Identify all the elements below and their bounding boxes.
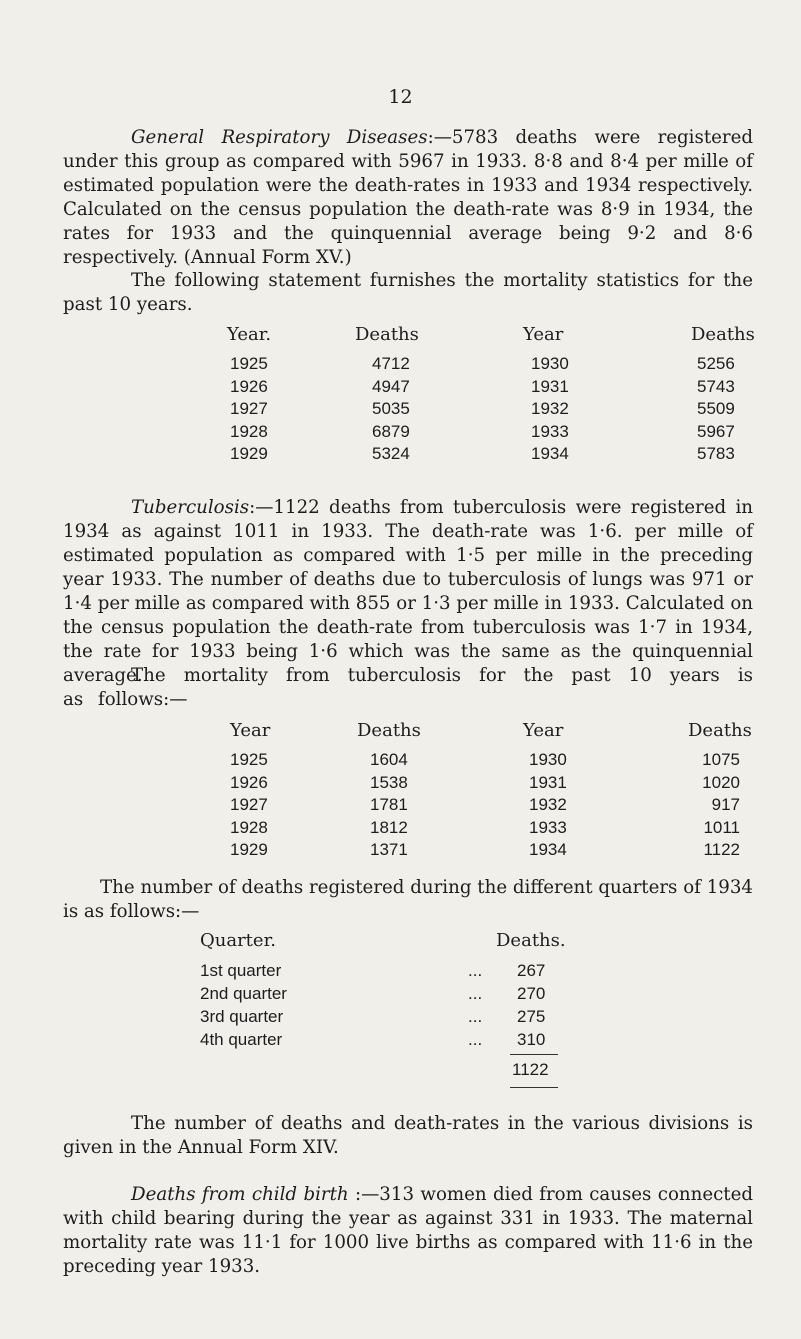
statement-intro: The following statement furnishes the mortality statistics for the past 10 years. (63, 270, 753, 315)
cell: 1927 (230, 399, 268, 418)
quarterly-deaths-table (0, 930, 801, 1053)
childbirth-paragraph (63, 1183, 753, 1279)
col-year: Year. (227, 324, 272, 345)
respiratory-paragraph (63, 126, 753, 270)
cell: 1925 (230, 354, 268, 373)
table-row (0, 422, 801, 445)
cell: 1538 (370, 772, 408, 792)
cell: 270 (517, 984, 546, 1003)
table-row (0, 1030, 801, 1053)
leader-dots: ... (468, 1007, 483, 1026)
table-row (0, 750, 801, 773)
total-rule-bottom (510, 1087, 558, 1088)
col-deaths: Deaths (357, 720, 421, 741)
cell: 1812 (370, 817, 408, 837)
cell: 1781 (370, 795, 408, 814)
cell: 1931 (531, 376, 569, 396)
cell: 6879 (372, 421, 410, 441)
col-year: Year (523, 720, 564, 741)
table-row (0, 354, 801, 377)
respiratory-text: :—5783 deaths were registered under this group as compared with 5967 in 1933. 8·8 and 8·4 per mille of estimated population were the death-rates in 1933 and 1934 respectively. Calculated on the census population the death-rate was 8·9 in 1934, the rates for 1933 and the quinquennial average being 9·2 and 8·6 respectively. (Annual Form XV.) (63, 127, 753, 268)
col-deaths: Deaths (691, 324, 755, 345)
table-row (0, 840, 801, 863)
cell: 267 (517, 961, 546, 980)
cell: 1020 (702, 772, 740, 792)
cell: 4th quarter (200, 1030, 283, 1049)
cell: 5035 (372, 399, 410, 418)
cell: 1929 (230, 444, 268, 463)
cell: 1011 (703, 817, 740, 837)
table-row (0, 773, 801, 796)
page-number: 12 (388, 86, 413, 108)
respiratory-mortality-table (0, 324, 801, 467)
table-row (0, 795, 801, 818)
total-rule-top (510, 1054, 558, 1055)
cell: 1932 (531, 399, 569, 418)
cell: 5967 (697, 421, 735, 441)
cell: 5783 (697, 444, 735, 463)
tuberculosis-mortality-table (0, 720, 801, 863)
cell: 1371 (370, 840, 408, 859)
col-deaths: Deaths. (496, 930, 566, 951)
cell: 1122 (703, 840, 740, 859)
cell: 1929 (230, 840, 268, 859)
cell: 1604 (370, 750, 408, 769)
table-row (0, 961, 801, 984)
cell: 5256 (697, 354, 735, 373)
cell: 1928 (230, 421, 268, 441)
quarters-intro: The number of deaths registered during the different quarters of 1934 is as follows:— (63, 877, 753, 922)
tuberculosis-heading: Tuberculosis (131, 497, 250, 518)
table-row (0, 984, 801, 1007)
cell: 1932 (529, 795, 567, 814)
respiratory-heading: General Respiratory Diseases (131, 127, 428, 148)
cell: 275 (517, 1007, 546, 1026)
quarterly-total: 1122 (512, 1060, 549, 1079)
cell: 4947 (372, 376, 410, 396)
cell: 1st quarter (200, 961, 282, 980)
childbirth-text: :—313 women died from causes connected with child bearing during the year as against 331 in 1933. The maternal mortality rate was 11·1 for 1000 live births as compared with 11·6 in the preceding year 1933. (63, 1184, 753, 1277)
cell: 4712 (372, 354, 410, 373)
table-header (0, 930, 801, 961)
table-row (0, 818, 801, 841)
cell: 1928 (230, 817, 268, 837)
table-header (0, 324, 801, 354)
table-row (0, 399, 801, 422)
table-row (0, 1007, 801, 1030)
leader-dots: ... (468, 1030, 483, 1049)
cell: 1930 (531, 354, 569, 373)
col-year: Year (523, 324, 564, 345)
col-quarter: Quarter. (200, 930, 276, 951)
cell: 1933 (529, 817, 567, 837)
col-year: Year (230, 720, 271, 741)
cell: 1931 (529, 772, 567, 792)
leader-dots: ... (468, 961, 483, 980)
cell: 5509 (697, 399, 735, 418)
col-deaths: Deaths (355, 324, 419, 345)
tuberculosis-intro: The mortality from tuberculosis for the past 10 years is as follows:— (63, 665, 753, 710)
cell: 5743 (697, 376, 735, 396)
table-row (0, 444, 801, 467)
cell: 1934 (531, 444, 569, 463)
col-deaths: Deaths (688, 720, 752, 741)
cell: 917 (711, 795, 740, 814)
cell: 310 (517, 1030, 546, 1049)
cell: 1934 (529, 840, 567, 859)
childbirth-heading: Deaths from child birth (131, 1184, 349, 1205)
cell: 1927 (230, 795, 268, 814)
table-row (0, 377, 801, 400)
cell: 1926 (230, 772, 268, 792)
cell: 1930 (529, 750, 567, 769)
cell: 2nd quarter (200, 984, 287, 1003)
cell: 3rd quarter (200, 1007, 284, 1026)
cell: 1075 (702, 750, 740, 769)
cell: 1925 (230, 750, 268, 769)
divisions-paragraph: The number of deaths and death-rates in the various divisions is given in the Annual Form XIV. (63, 1113, 753, 1158)
cell: 1926 (230, 376, 268, 396)
table-header (0, 720, 801, 750)
tuberculosis-text: :—1122 deaths from tuberculosis were registered in 1934 as against 1011 in 1933. The death-rate was 1·6. per mille of estimated population as compared with 1·5 per mille in the preceding year 1933. The number of deaths due to tuberculosis of lungs was 971 or 1·4 per mille as compared with 855 or 1·3 per mille in 1933. Calculated on the census population the death-rate from tuberculosis was 1·7 in 1934, the rate for 1933 being 1·6 which was the same as the quinquennial average. (63, 497, 753, 686)
cell: 1933 (531, 421, 569, 441)
cell: 5324 (372, 444, 410, 463)
leader-dots: ... (468, 984, 483, 1003)
tuberculosis-paragraph (63, 496, 753, 688)
